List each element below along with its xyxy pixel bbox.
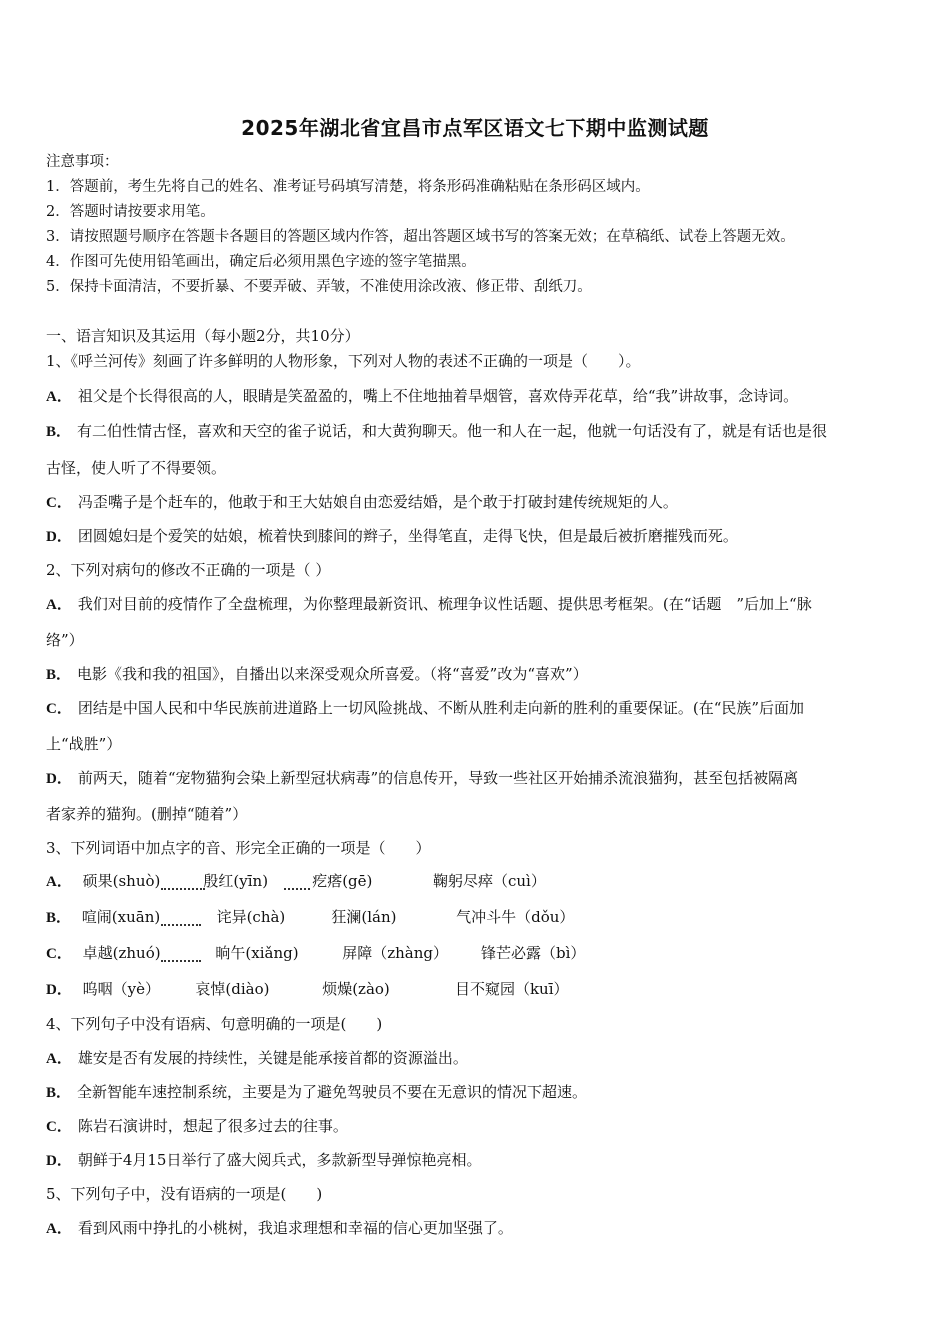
option-text: 冯歪嘴子是个赶车的，他敢于和王大姑娘自由恋爱结婚，是个敢于打破封建传统规矩的人。 (77, 493, 678, 511)
option-text: 朝鲜于4月15日举行了盛大阅兵式，多款新型导弹惊艳亮相。 (77, 1151, 482, 1169)
option-letter: A． (46, 874, 72, 890)
question-3-stem: 3、下列词语中加点字的音、形完全正确的一项是（ ） (46, 839, 431, 857)
option-letter: C． (46, 946, 72, 962)
q3-option-b (46, 907, 574, 928)
option-text: 全新智能车速控制系统，主要是为了避免驾驶员不要在无意识的情况下超速。 (77, 1083, 588, 1101)
notes-heading: 注意事项： (46, 154, 119, 170)
option-letter: B． (46, 1085, 72, 1101)
q2-option-b (46, 664, 588, 685)
emphasis-dots (284, 876, 310, 896)
q1-option-c (46, 492, 678, 513)
option-text: 团圆媳妇是个爱笑的姑娘，梳着快到膝间的辫子，坐得笔直，走得飞快，但是最后被折磨摧残而死。 (77, 527, 738, 545)
option-text: 雄安是否有发展的持续性，关键是能承接首都的资源溢出。 (77, 1049, 468, 1067)
option-letter: A． (46, 389, 72, 405)
option-letter: B． (46, 424, 72, 440)
note-item: 3．请按照题号顺序在答题卡各题目的答题区域内作答，超出答题区域书写的答案无效；在草稿纸、试卷上答题无效。 (46, 229, 795, 245)
option-letter: C． (46, 495, 72, 511)
exam-title: 2025年湖北省宜昌市点军区语文七下期中监测试题 (241, 116, 709, 140)
option-letter: B． (46, 910, 72, 926)
note-item: 5．保持卡面清洁，不要折暴、不要弄破、弄皱，不准使用涂改液、修正带、刮纸刀。 (46, 279, 592, 295)
q2-option-d (46, 768, 798, 789)
word-item: 呜咽（yè） (82, 980, 160, 998)
option-letter: D． (46, 1153, 72, 1169)
word-item: 殷红(yīn) (203, 872, 269, 890)
question-4-stem: 4、下列句子中没有语病、句意明确的一项是( ) (46, 1015, 383, 1033)
note-item: 2．答题时请按要求用笔。 (46, 204, 215, 220)
note-item: 4．作图可先使用铅笔画出，确定后必须用黑色字迹的签字笔描黑。 (46, 254, 476, 270)
q2-option-c-cont: 上“战胜”） (46, 735, 122, 753)
option-letter: A． (46, 1051, 72, 1067)
option-letter: A． (46, 1221, 72, 1237)
option-letter: C． (46, 1119, 72, 1135)
word-item: 屏障（zhàng） (342, 944, 448, 962)
word-item: 锋芒必露（bì） (480, 944, 586, 962)
question-5-stem: 5、下列句子中，没有语病的一项是( ) (46, 1185, 323, 1203)
option-letter: A． (46, 597, 72, 613)
option-letter: D． (46, 982, 72, 998)
word-item: 疙瘩(gē) (312, 872, 373, 890)
question-1-stem: 1、《呼兰河传》刻画了许多鲜明的人物形象，下列对人物的表述不正确的一项是（ ）。 (46, 352, 641, 370)
word-item: 卓越(zhuó) (82, 944, 161, 962)
word-item: 烦燥(zào) (322, 980, 390, 998)
q2-option-c (46, 698, 804, 719)
q2-option-a-cont: 络”） (46, 631, 84, 649)
q1-option-b-cont: 古怪，使人听了不得要领。 (46, 459, 227, 477)
word-item: 鞠躬尽瘁（cuì） (432, 872, 546, 890)
option-letter: C． (46, 701, 72, 717)
word-item: 气冲斗牛（dǒu） (456, 908, 575, 926)
option-text: 祖父是个长得很高的人，眼睛是笑盈盈的，嘴上不住地抽着旱烟管，喜欢侍弄花草，给“我”讲故事，念诗词。 (77, 387, 799, 405)
q4-option-d (46, 1150, 481, 1171)
emphasis-dots (161, 912, 201, 932)
option-letter: D． (46, 771, 72, 787)
q2-option-a (46, 594, 812, 615)
word-item: 目不窥园（kuī） (454, 980, 569, 998)
option-text: 电影《我和我的祖国》，自播出以来深受观众所喜爱。（将“喜爱”改为“喜欢”） (77, 665, 588, 683)
q2-option-d-cont: 者家养的猫狗。(删掉“随着”） (46, 805, 248, 823)
q4-option-b (46, 1082, 587, 1103)
option-text: 我们对目前的疫情作了全盘梳理，为你整理最新资讯、梳理争议性话题、提供思考框架。(在“话题 ”后加上“脉 (77, 595, 812, 613)
q5-option-a (46, 1218, 513, 1239)
q1-option-d (46, 526, 738, 547)
word-item: 哀悼(diào) (195, 980, 270, 998)
word-item: 喧闹(xuān) (81, 908, 161, 926)
emphasis-dots (161, 876, 205, 896)
q4-option-a (46, 1048, 468, 1069)
word-item: 狂澜(lán) (331, 908, 397, 926)
word-item: 诧异(chà) (216, 908, 286, 926)
q1-option-a (46, 386, 798, 407)
option-text: 看到风雨中挣扎的小桃树，我追求理想和幸福的信心更加坚强了。 (77, 1219, 513, 1237)
q4-option-c (46, 1116, 348, 1137)
option-text: 团结是中国人民和中华民族前进道路上一切风险挑战、不断从胜利走向新的胜利的重要保证。(在“民族”后面加 (77, 699, 805, 717)
emphasis-dots (161, 948, 201, 968)
option-text: 有二伯性情古怪，喜欢和天空的雀子说话，和大黄狗聊天。他一和人在一起，他就一句话没有了，就是有话也是很 (77, 422, 828, 440)
q3-option-d (46, 979, 569, 1000)
q1-option-b (46, 421, 827, 442)
option-text: 前两天，随着“宠物猫狗会染上新型冠状病毒”的信息传开，导致一些社区开始捕杀流浪猫狗，甚至包括被隔离 (77, 769, 799, 787)
question-2-stem: 2、下列对病句的修改不正确的一项是（ ） (46, 561, 331, 579)
word-item: 硕果(shuò) (82, 872, 161, 890)
section-heading: 一、语言知识及其运用（每小题2分，共10分） (46, 327, 360, 345)
option-letter: D． (46, 529, 72, 545)
q3-option-c (46, 943, 585, 964)
option-text: 陈岩石演讲时，想起了很多过去的往事。 (77, 1117, 348, 1135)
word-item: 晌午(xiǎng) (215, 944, 299, 962)
option-letter: B． (46, 667, 72, 683)
note-item: 1．答题前，考生先将自己的姓名、准考证号码填写清楚，将条形码准确粘贴在条形码区域内。 (46, 179, 650, 195)
